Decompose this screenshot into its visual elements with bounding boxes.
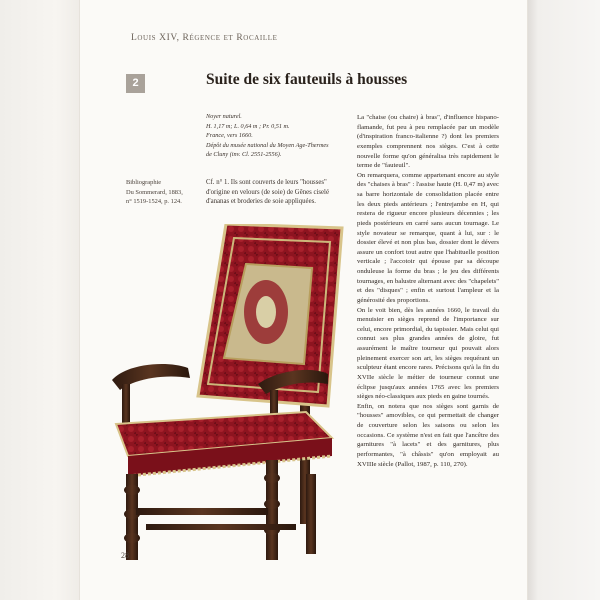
body-paragraph: Enfin, on notera que nos sièges sont garnis de "housses" amovibles, ce qui permettait de changer de couverture selon les saisons ou selon les occasions. Ce système n'est en fait que l'ancêtre des garnitures "à lacets" et des garnitures, plus performantes, "à châssis" qu'on employait au XVIIIe siècle (Pallot, 1987, p. 110, 270). (357, 402, 499, 468)
meta-line: France, vers 1660. (206, 132, 253, 140)
body-paragraph: On remarquera, comme appartenant encore au style des "chaises à bras" : l'assise haute (H. 0,47 m) avec sa barre horizontale de consolidation placée entre les deux pieds antérieurs ; l'entrejambe en H, qui restera de rigueur encore plusieurs décennies ; les pieds postérieurs en carré sans aucun tournage. Le style novateur se remarque, quant à lui, sur : le dossier élevé et non plus bas, dossier dont le dévers assure un confort tout autre que l'habituelle position verticale ; l'accotoir qui épouse par sa découpe onduleuse la forme du bras ; le jeu des différents tournages, en balustre alternant avec des "chapelets" et des "disques" ; enfin et surtout l'ampleur et la générosité des proportions. (357, 171, 499, 304)
page-number: 28 (121, 551, 129, 560)
bibliography-line: Du Sommerard, 1883, (126, 188, 183, 196)
entry-title: Suite de six fauteuils à housses (206, 71, 408, 88)
cf-note: Cf. n° 1. Ils sont couverts de leurs "housses" d'origine en velours (de soie) de Gênes ciselé d'ananas et broderies de soie appliquées. (206, 179, 329, 206)
meta-line: de Cluny (inv. Cl. 2551-2556). (206, 151, 282, 159)
meta-line: Dépôt du musée national du Moyen Age-Thermes (206, 141, 329, 149)
entry-number-badge: 2 (126, 74, 145, 93)
meta-line: Noyer naturel. (206, 113, 242, 120)
bibliography (126, 178, 206, 207)
book-spine (0, 0, 80, 600)
object-metadata (206, 112, 351, 160)
body-paragraph: La "chaise (ou chaire) à bras", d'influence hispano-flamande, fut peu à peu remplacée par un modèle (d'inspiration franco-italienne ?) dont les premiers exemples comprennent nos sièges. C'est à cette nouvelle forme qu'on généralisa très rapidement le terme de "fauteuil". (357, 114, 499, 170)
running-header: Louis XIV, Régence et Rocaille (131, 33, 278, 43)
body-paragraph: On le voit bien, dès les années 1660, le travail du menuisier en sièges reprend de l'importance sur celui, encore primordial, du tapissier. Mais celui qui connut ses plus grandes années de gloire, fut assurément le maître tourneur qui pouvait alors pleinement exercer son art, les sièges requérant un sculpteur étant encore rares. Précisons qu'à la fin du XVIIe siècle le métier de tourneur connut une éclipse jusqu'aux années 1765 avec les premiers sièges néo-classiques aux pieds en gaine tournés. (357, 306, 499, 401)
body-text (357, 113, 499, 469)
stretcher (136, 508, 268, 515)
bibliography-label: Bibliographie (126, 179, 162, 186)
meta-line: H. 1,17 m; L. 0,64 m ; Pr. 0,51 m. (206, 122, 290, 130)
bibliography-line: n° 1519-1524, p. 124. (126, 198, 182, 205)
armchair-photo (106, 224, 344, 564)
page-edge (527, 0, 600, 600)
